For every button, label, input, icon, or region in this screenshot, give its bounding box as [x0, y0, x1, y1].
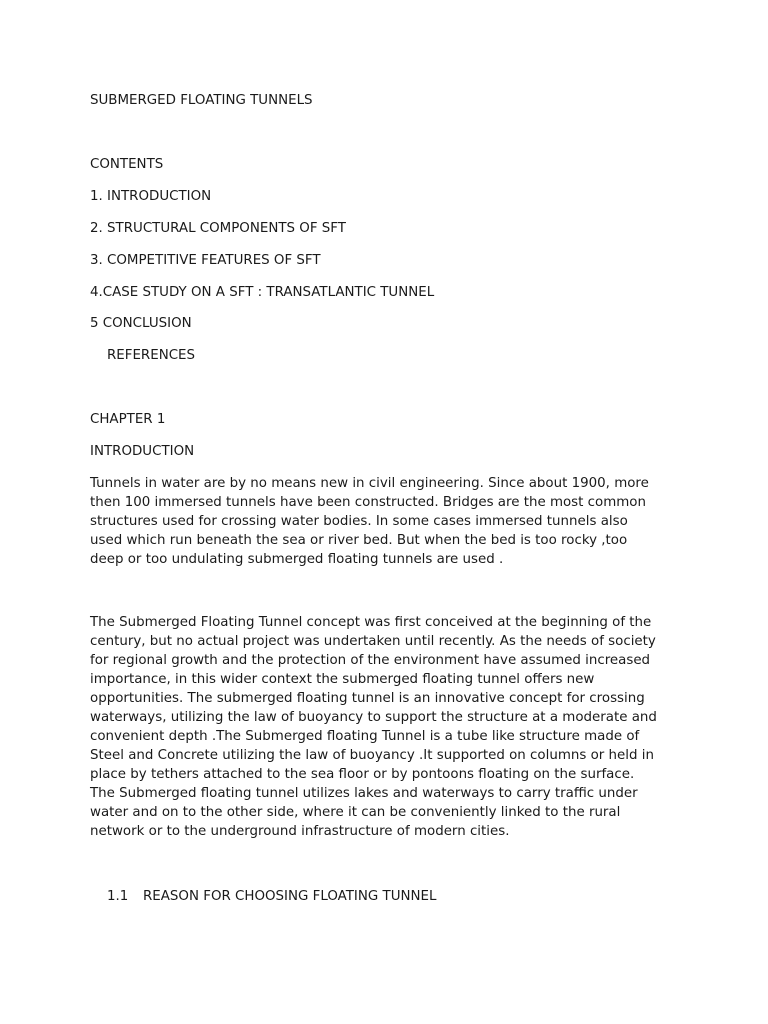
chapter-title: INTRODUCTION	[90, 444, 195, 459]
subsection-number: 1.1	[107, 889, 129, 904]
subsection-heading	[107, 889, 436, 905]
intro-paragraph-2: The Submerged Floating Tunnel concept was first conceived at the beginning of the century, but no actual project was undertaken until recently. As the needs of society for regional growth and the protection of the environment have assumed increased importance, in this wider context the submerged floating tunnel offers new opportunities. The submerged floating tunnel is an innovative concept for crossing waterways, utilizing the law of buoyancy to support the structure at a moderate and convenient depth .The Submerged floating Tunnel is a tube like structure made of Steel and Concrete utilizing the law of buoyancy .It supported on columns or held in place by tethers attached to the sea floor or by pontoons floating on the surface. The Submerged floating tunnel utilizes lakes and waterways to carry traffic under water and on to the other side, where it can be conveniently linked to the rural network or to the underground infrastructure of modern cities.	[90, 615, 657, 839]
contents-item-conclusion: 5 CONCLUSION	[90, 316, 192, 331]
intro-paragraph-1: Tunnels in water are by no means new in civil engineering. Since about 1900, more then 100 immersed tunnels have been constructed. Bridges are the most common structures used for crossing water bodies. In some cases immersed tunnels also used which run beneath the sea or river bed. But when the bed is too rocky ,too deep or too undulating submerged floating tunnels are used .	[90, 476, 649, 567]
subsection-title: REASON FOR CHOOSING FLOATING TUNNEL	[143, 889, 437, 904]
contents-item-case-study: 4.CASE STUDY ON A SFT : TRANSATLANTIC TUNNEL	[90, 285, 435, 300]
contents-heading: CONTENTS	[90, 157, 164, 172]
contents-item-competitive-features: 3. COMPETITIVE FEATURES OF SFT	[90, 253, 321, 268]
chapter-label: CHAPTER 1	[90, 412, 166, 427]
contents-item-references: REFERENCES	[107, 348, 196, 363]
contents-item-structural-components: 2. STRUCTURAL COMPONENTS OF SFT	[90, 221, 346, 236]
document-title: SUBMERGED FLOATING TUNNELS	[90, 93, 313, 108]
contents-item-introduction: 1. INTRODUCTION	[90, 189, 212, 204]
